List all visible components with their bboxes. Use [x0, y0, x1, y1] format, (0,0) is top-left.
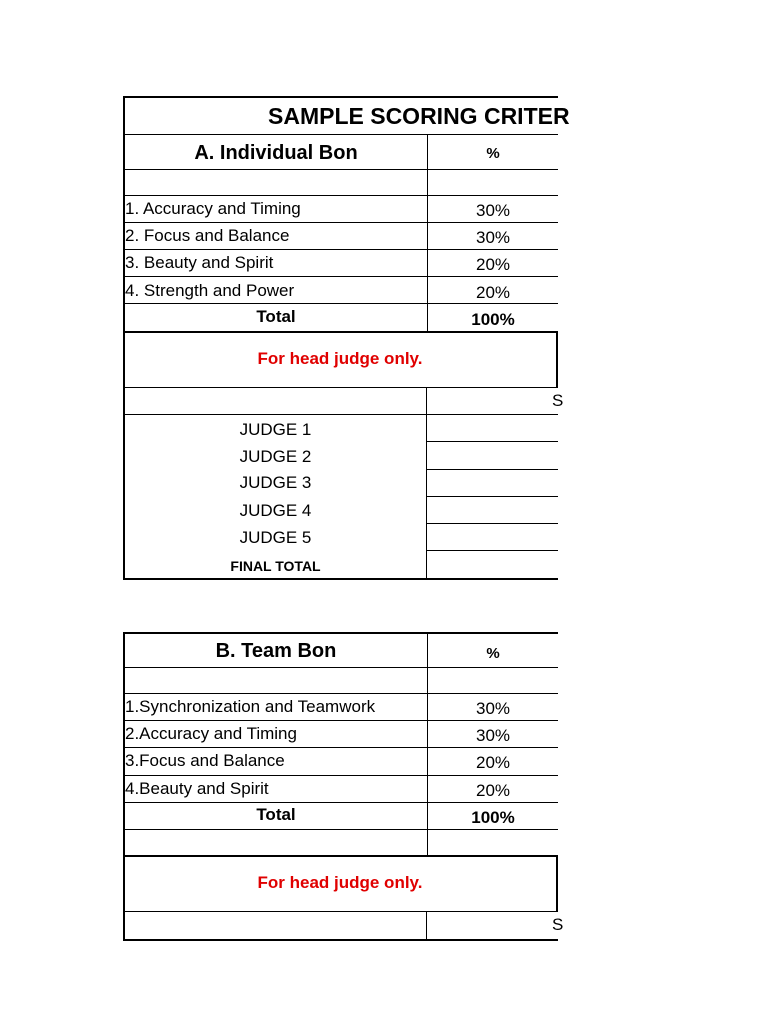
- total-label: Total: [256, 307, 296, 326]
- criterion-label: 4. Strength and Power: [125, 281, 295, 300]
- row-divider: [123, 775, 558, 776]
- row-divider: [123, 414, 558, 415]
- total-label: Total: [256, 805, 296, 824]
- row-divider: [123, 195, 558, 196]
- judge-label: JUDGE 3: [239, 473, 312, 492]
- row-divider: [426, 550, 558, 551]
- section-b-heading: B. Team Bon: [215, 640, 337, 662]
- criterion-percent: 20%: [475, 283, 511, 302]
- judge-label: JUDGE 1: [239, 420, 312, 439]
- criterion-percent: 30%: [475, 726, 511, 745]
- judge-label: JUDGE 4: [239, 501, 312, 520]
- row-divider: [123, 303, 558, 304]
- criterion-label: 3. Beauty and Spirit: [125, 253, 274, 272]
- row-divider: [123, 855, 558, 857]
- col-divider: [426, 911, 427, 941]
- criterion-label: 1.Synchronization and Teamwork: [125, 697, 376, 716]
- total-percent: 100%: [471, 310, 515, 329]
- row-divider: [123, 693, 558, 694]
- criterion-percent: 30%: [475, 201, 511, 220]
- row-divider: [123, 911, 558, 912]
- col-divider: [556, 855, 558, 912]
- clipped-header-glyph: S: [552, 391, 564, 410]
- total-percent: 100%: [471, 808, 515, 827]
- row-divider: [123, 667, 558, 668]
- table-a-top-border: [123, 96, 558, 98]
- table-b-top-border: [123, 632, 558, 634]
- criterion-label: 4.Beauty and Spirit: [125, 779, 269, 798]
- row-divider: [123, 169, 558, 170]
- criterion-label: 2. Focus and Balance: [125, 226, 290, 245]
- row-divider: [123, 720, 558, 721]
- row-divider: [426, 469, 558, 470]
- page-title: SAMPLE SCORING CRITER: [268, 103, 570, 129]
- table-b-bottom-border: [123, 939, 558, 941]
- row-divider: [123, 276, 558, 277]
- criterion-label: 2.Accuracy and Timing: [125, 724, 297, 743]
- row-divider: [426, 496, 558, 497]
- row-divider: [123, 747, 558, 748]
- criterion-percent: 30%: [475, 699, 511, 718]
- row-divider: [123, 802, 558, 803]
- row-divider: [123, 387, 558, 388]
- row-divider: [426, 523, 558, 524]
- col-divider: [426, 387, 427, 580]
- criterion-percent: 20%: [475, 781, 511, 800]
- judge-label: JUDGE 2: [239, 447, 312, 466]
- final-total-label: FINAL TOTAL: [230, 558, 321, 574]
- row-divider: [123, 331, 558, 333]
- head-judge-note: For head judge only.: [257, 873, 423, 892]
- criterion-percent: 30%: [475, 228, 511, 247]
- section-a-percent-heading: %: [486, 145, 500, 162]
- clipped-header-glyph: S: [552, 915, 564, 934]
- section-a-heading: A. Individual Bon: [194, 142, 358, 164]
- row-divider: [426, 441, 558, 442]
- judge-label: JUDGE 5: [239, 528, 312, 547]
- row-divider: [123, 134, 558, 135]
- section-b-percent-heading: %: [486, 645, 500, 662]
- row-divider: [123, 249, 558, 250]
- col-divider: [556, 331, 558, 388]
- head-judge-note: For head judge only.: [257, 349, 423, 368]
- criterion-percent: 20%: [475, 255, 511, 274]
- criterion-label: 1. Accuracy and Timing: [125, 199, 301, 218]
- criterion-percent: 20%: [475, 753, 511, 772]
- criterion-label: 3.Focus and Balance: [125, 751, 285, 770]
- row-divider: [123, 829, 558, 830]
- table-a-bottom-border: [123, 578, 558, 580]
- row-divider: [123, 222, 558, 223]
